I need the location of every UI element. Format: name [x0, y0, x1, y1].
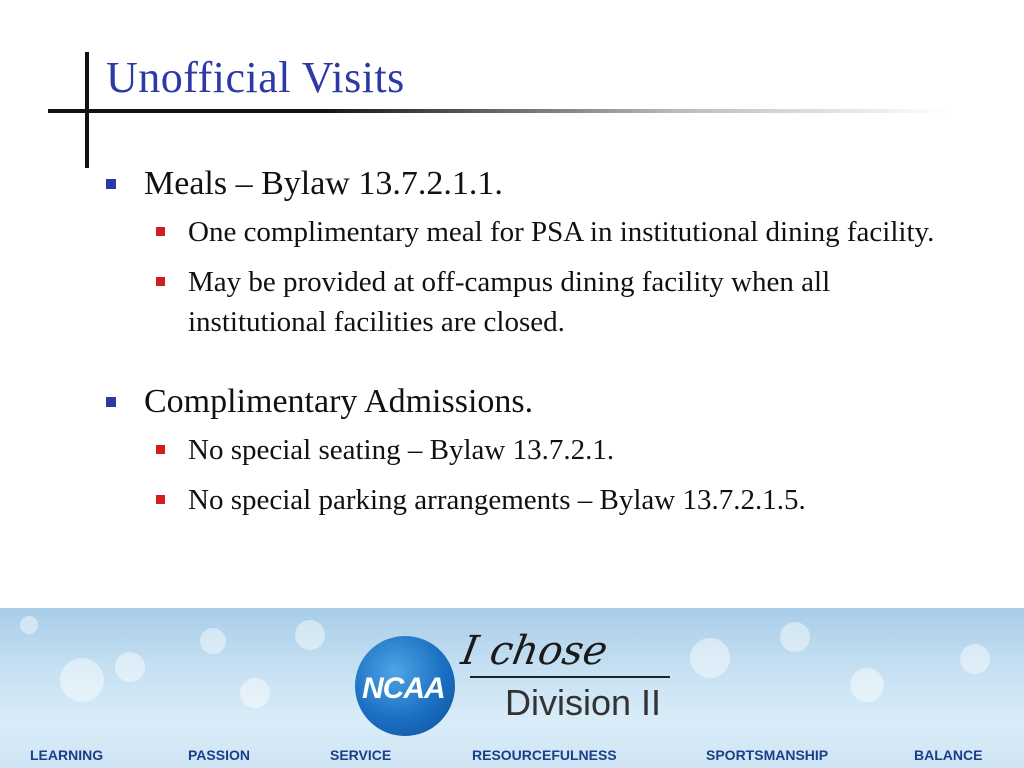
sub-bullet-text: May be provided at off-campus dining facility when all institutional facilities are closed. — [188, 266, 831, 338]
sub-bullet — [104, 262, 964, 342]
square-bullet-icon — [156, 445, 165, 454]
sub-bullet-text: One complimentary meal for PSA in institutional dining facility. — [188, 216, 935, 248]
bullet-meals — [104, 160, 964, 208]
decorative-hexagon-icon — [690, 638, 730, 678]
division-ii-text: Division II — [505, 682, 662, 723]
decorative-hexagon-icon — [20, 616, 38, 634]
bullet-text: Complimentary Admissions. — [144, 383, 534, 420]
sub-bullet-text: No special parking arrangements – Bylaw 13.7.2.1.5. — [188, 484, 806, 516]
values-row — [0, 744, 1024, 768]
slide-title: Unofficial Visits — [106, 53, 405, 102]
decorative-hexagon-icon — [960, 644, 990, 674]
square-bullet-icon — [156, 227, 165, 236]
bullet-admissions — [104, 378, 964, 426]
square-bullet-icon — [156, 277, 165, 286]
decorative-hexagon-icon — [295, 620, 325, 650]
decorative-hexagon-icon — [780, 622, 810, 652]
ncaa-logo-text: NCAA — [362, 672, 445, 705]
square-bullet-icon — [106, 397, 116, 407]
decorative-hexagon-icon — [60, 658, 104, 702]
value-balance: BALANCE — [914, 747, 983, 763]
decorative-hexagon-icon — [850, 668, 884, 702]
value-sportsmanship: SPORTSMANSHIP — [706, 747, 829, 763]
sub-bullet — [104, 430, 964, 470]
bullet-text: Meals – Bylaw 13.7.2.1.1. — [144, 165, 503, 202]
square-bullet-icon — [106, 179, 116, 189]
sub-bullet — [104, 480, 964, 520]
decorative-hexagon-icon — [115, 652, 145, 682]
sub-bullet-text: No special seating – Bylaw 13.7.2.1. — [188, 434, 615, 466]
i-chose-script: I chose — [457, 628, 612, 674]
value-passion: PASSION — [188, 747, 250, 763]
decorative-hexagon-icon — [200, 628, 226, 654]
value-learning: LEARNING — [30, 747, 104, 763]
ncaa-division-ii-banner — [0, 608, 1024, 768]
value-resourcefulness: RESOURCEFULNESS — [472, 747, 617, 763]
sub-bullet — [104, 212, 964, 252]
square-bullet-icon — [156, 495, 165, 504]
script-underline — [470, 676, 670, 678]
value-service: SERVICE — [330, 747, 392, 763]
decorative-hexagon-icon — [240, 678, 270, 708]
title-horizontal-rule — [48, 109, 948, 113]
slide-body — [104, 160, 964, 520]
